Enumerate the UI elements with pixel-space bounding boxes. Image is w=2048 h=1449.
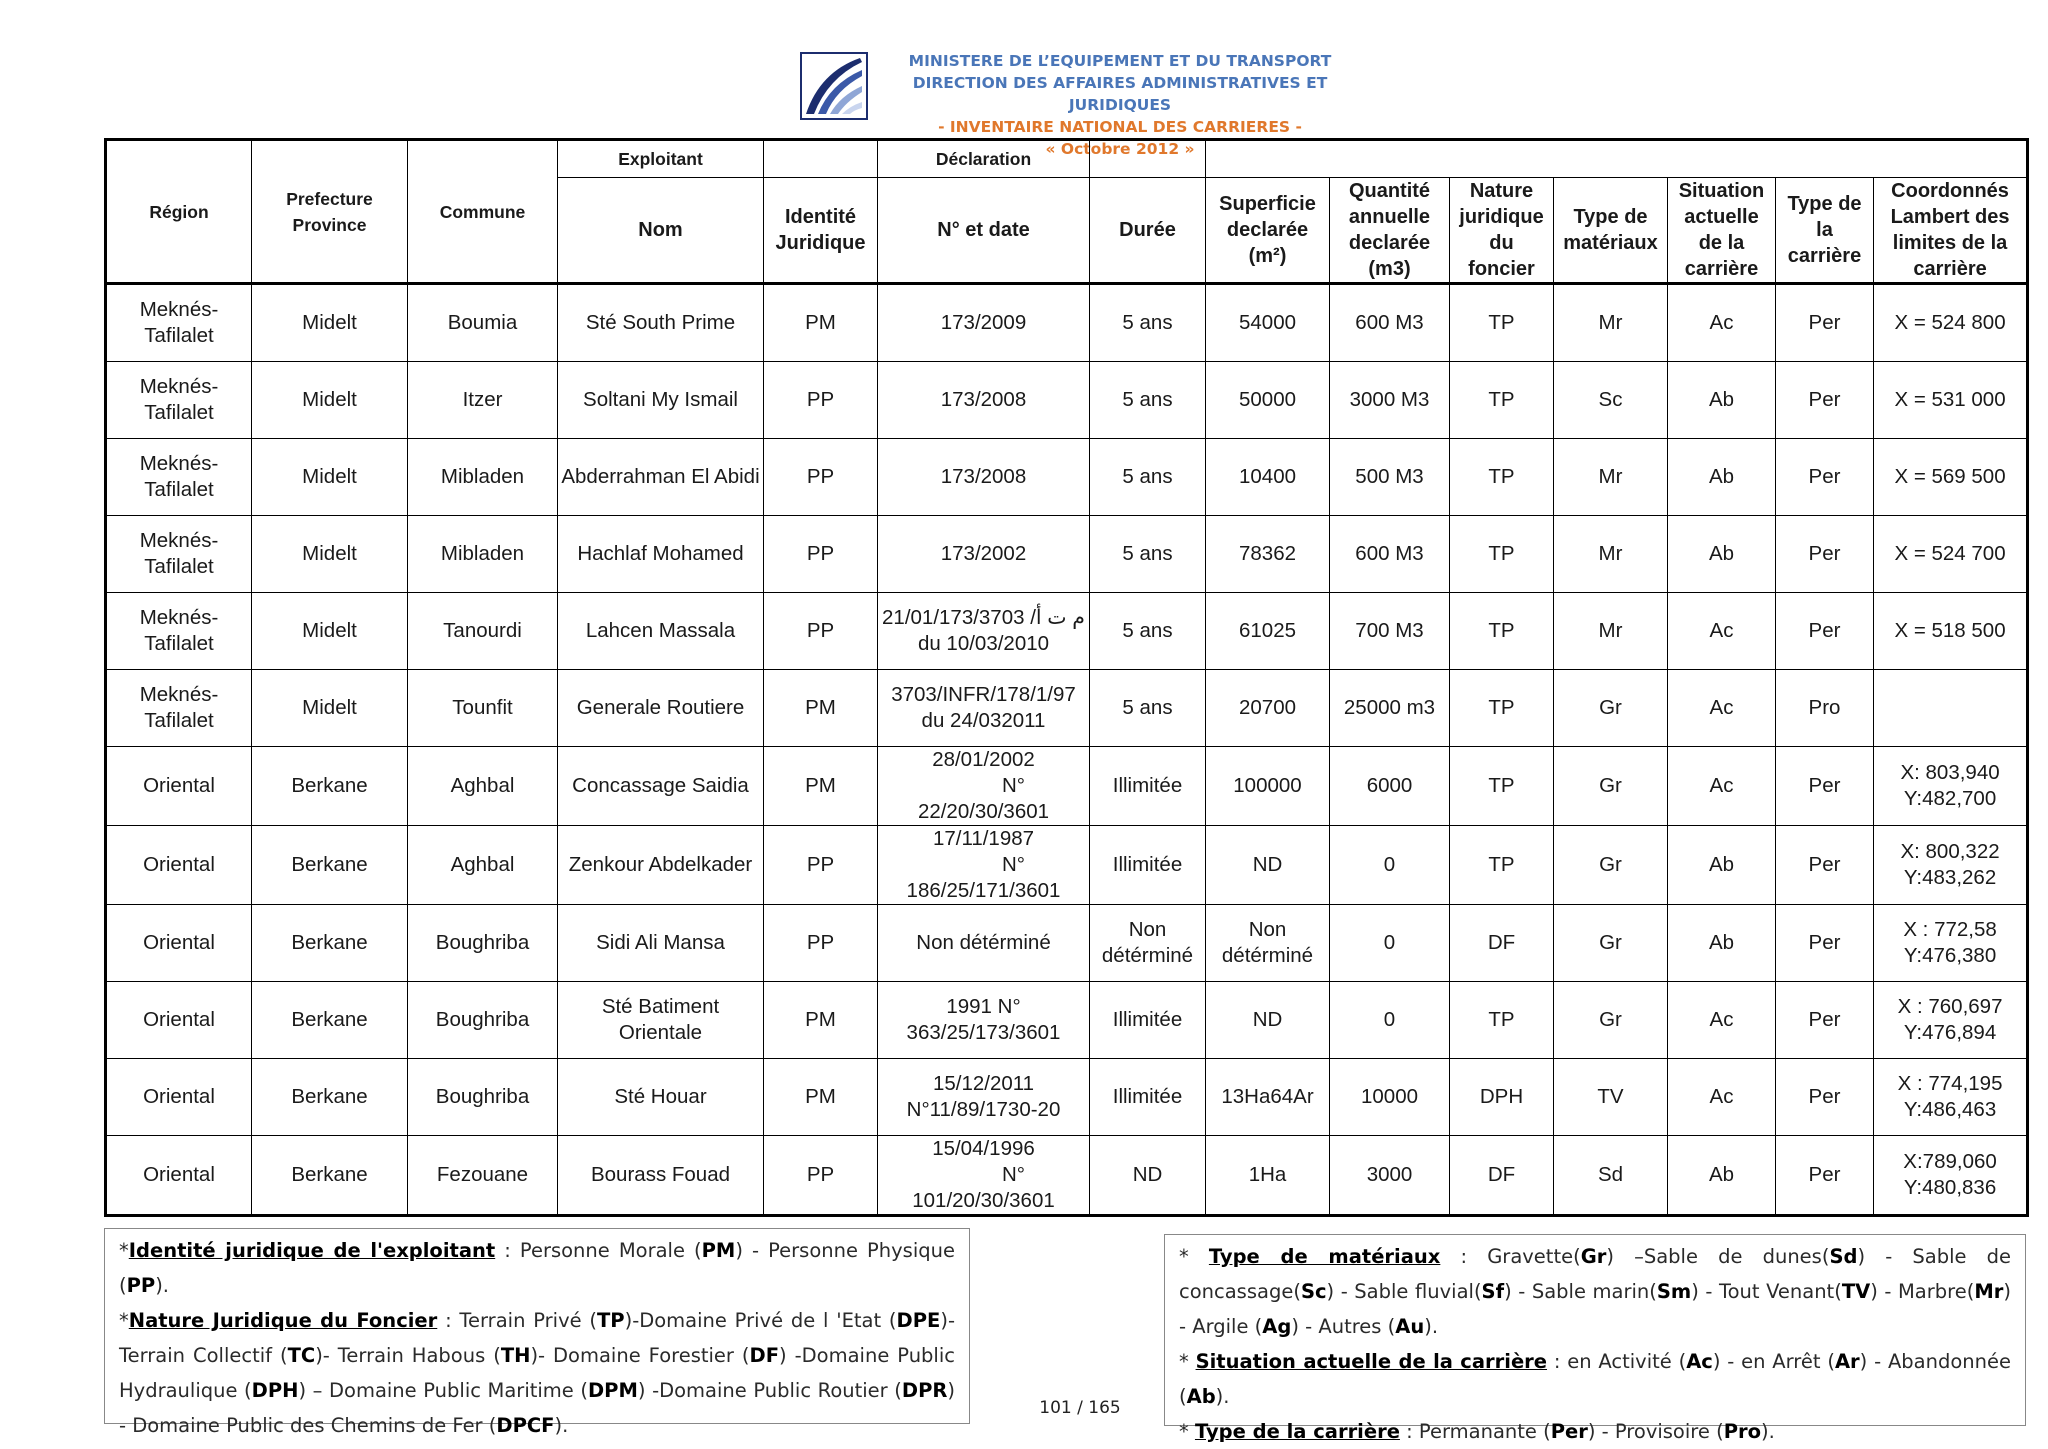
col-nom: Nom [558, 178, 764, 284]
cell-region: Meknés- Tafilalet [106, 362, 252, 439]
cell-coordonnees: X = 524 800 [1874, 284, 2028, 362]
col-nature: Nature juridique du foncier [1450, 178, 1554, 284]
cell-region: Meknés- Tafilalet [106, 439, 252, 516]
cell-type-materiaux: Gr [1554, 982, 1668, 1059]
cell-prefecture: Midelt [252, 439, 408, 516]
cell-quantite: 600 M3 [1330, 284, 1450, 362]
cell-quantite: 0 [1330, 982, 1450, 1059]
cell-type-materiaux: Sd [1554, 1136, 1668, 1216]
cell-declaration: 1991 N° 363/25/173/3601 [878, 982, 1090, 1059]
table-row [106, 1059, 2028, 1136]
legend-right [1164, 1234, 2026, 1443]
cell-nature: TP [1450, 826, 1554, 905]
cell-duree: Non détérminé [1090, 905, 1206, 982]
cell-coordonnees [1874, 670, 2028, 747]
cell-prefecture: Berkane [252, 905, 408, 982]
cell-type-materiaux: Mr [1554, 593, 1668, 670]
cell-identite: PP [764, 593, 878, 670]
cell-commune: Boughriba [408, 1059, 558, 1136]
cell-quantite: 700 M3 [1330, 593, 1450, 670]
cell-type-carriere: Per [1776, 593, 1874, 670]
cell-nom: Sté South Prime [558, 284, 764, 362]
cell-region: Oriental [106, 1059, 252, 1136]
cell-quantite: 6000 [1330, 747, 1450, 826]
col-superficie: Superficie declarée (m²) [1206, 178, 1330, 284]
col-commune: Commune [408, 140, 558, 284]
quarry-inventory-table [104, 138, 2029, 1217]
cell-superficie: ND [1206, 826, 1330, 905]
cell-region: Oriental [106, 826, 252, 905]
cell-quantite: 500 M3 [1330, 439, 1450, 516]
cell-region: Meknés- Tafilalet [106, 593, 252, 670]
cell-nom: Lahcen Massala [558, 593, 764, 670]
cell-declaration: 15/04/1996 N° 101/20/30/3601 [878, 1136, 1090, 1216]
cell-coordonnees: X : 760,697 Y:476,894 [1874, 982, 2028, 1059]
cell-quantite: 3000 [1330, 1136, 1450, 1216]
cell-situation: Ac [1668, 982, 1776, 1059]
col-identite: Identité Juridique [764, 178, 878, 284]
cell-nature: DF [1450, 905, 1554, 982]
cell-duree: 5 ans [1090, 593, 1206, 670]
cell-superficie: 54000 [1206, 284, 1330, 362]
cell-superficie: Non détérminé [1206, 905, 1330, 982]
cell-commune: Aghbal [408, 747, 558, 826]
group-empty-2 [1090, 140, 1206, 178]
cell-duree: Illimitée [1090, 1059, 1206, 1136]
cell-duree: 5 ans [1090, 439, 1206, 516]
cell-coordonnees: X:789,060 Y:480,836 [1874, 1136, 2028, 1216]
cell-type-carriere: Per [1776, 826, 1874, 905]
cell-declaration: 28/01/2002 N° 22/20/30/3601 [878, 747, 1090, 826]
cell-type-materiaux: Gr [1554, 670, 1668, 747]
col-type-materiaux: Type de matériaux [1554, 178, 1668, 284]
cell-region: Meknés- Tafilalet [106, 670, 252, 747]
col-type-carriere: Type de la carrière [1776, 178, 1874, 284]
cell-commune: Tounfit [408, 670, 558, 747]
cell-nature: DPH [1450, 1059, 1554, 1136]
cell-declaration: Non détérminé [878, 905, 1090, 982]
cell-superficie: 50000 [1206, 362, 1330, 439]
table-row [106, 516, 2028, 593]
table-body [106, 284, 2028, 1216]
cell-type-carriere: Per [1776, 1136, 1874, 1216]
cell-coordonnees: X = 569 500 [1874, 439, 2028, 516]
cell-region: Meknés- Tafilalet [106, 516, 252, 593]
cell-coordonnees: X = 524 700 [1874, 516, 2028, 593]
cell-prefecture: Berkane [252, 747, 408, 826]
inventory-date: « Octobre 2012 » [1045, 140, 1195, 158]
cell-situation: Ab [1668, 826, 1776, 905]
cell-identite: PP [764, 362, 878, 439]
cell-nom: Bourass Fouad [558, 1136, 764, 1216]
cell-coordonnees: X : 774,195 Y:486,463 [1874, 1059, 2028, 1136]
cell-type-materiaux: Gr [1554, 747, 1668, 826]
cell-commune: Itzer [408, 362, 558, 439]
cell-nom: Abderrahman El Abidi [558, 439, 764, 516]
cell-region: Oriental [106, 982, 252, 1059]
table-row [106, 982, 2028, 1059]
cell-declaration: 3703/INFR/178/1/97 du 24/032011 [878, 670, 1090, 747]
cell-commune: Mibladen [408, 516, 558, 593]
group-empty-3 [1206, 140, 2028, 178]
legend-identite: *Identité juridique de l'exploitant : Personne Morale (PM) - Personne Physique (PP). [119, 1239, 955, 1297]
cell-commune: Mibladen [408, 439, 558, 516]
group-declaration: Déclaration [878, 140, 1090, 178]
cell-type-carriere: Per [1776, 905, 1874, 982]
inventory-title: - INVENTAIRE NATIONAL DES CARRIERES - [938, 118, 1302, 136]
col-coordonnees: Coordonnés Lambert des limites de la carrière [1874, 178, 2028, 284]
cell-declaration: 173/2008 [878, 439, 1090, 516]
table-row [106, 1136, 2028, 1216]
cell-type-materiaux: Gr [1554, 826, 1668, 905]
cell-duree: 5 ans [1090, 362, 1206, 439]
cell-type-materiaux: Gr [1554, 905, 1668, 982]
cell-quantite: 10000 [1330, 1059, 1450, 1136]
cell-prefecture: Midelt [252, 670, 408, 747]
cell-nature: TP [1450, 362, 1554, 439]
cell-situation: Ab [1668, 439, 1776, 516]
legend-type-carriere: * Type de la carrière : Permanante (Per) - Provisoire (Pro). [1179, 1420, 1775, 1443]
cell-quantite: 600 M3 [1330, 516, 1450, 593]
cell-prefecture: Berkane [252, 826, 408, 905]
col-numero-date: N° et date [878, 178, 1090, 284]
table-row [106, 593, 2028, 670]
cell-type-materiaux: Mr [1554, 284, 1668, 362]
cell-superficie: ND [1206, 982, 1330, 1059]
page-number: 101 / 165 [1039, 1398, 1121, 1418]
cell-region: Oriental [106, 905, 252, 982]
cell-nom: Sidi Ali Mansa [558, 905, 764, 982]
cell-prefecture: Berkane [252, 982, 408, 1059]
cell-superficie: 78362 [1206, 516, 1330, 593]
cell-duree: 5 ans [1090, 284, 1206, 362]
cell-coordonnees: X = 518 500 [1874, 593, 2028, 670]
cell-type-carriere: Per [1776, 362, 1874, 439]
cell-type-materiaux: Sc [1554, 362, 1668, 439]
legend-situation: * Situation actuelle de la carrière : en Activité (Ac) - en Arrêt (Ar) - Abandonnée (Ab). [1179, 1350, 2011, 1408]
cell-identite: PP [764, 826, 878, 905]
table-row [106, 439, 2028, 516]
cell-commune: Tanourdi [408, 593, 558, 670]
table-row [106, 905, 2028, 982]
cell-nom: Sté Batiment Orientale [558, 982, 764, 1059]
cell-superficie: 61025 [1206, 593, 1330, 670]
cell-type-carriere: Per [1776, 1059, 1874, 1136]
cell-superficie: 13Ha64Ar [1206, 1059, 1330, 1136]
col-prefecture: Prefecture Province [252, 140, 408, 284]
cell-situation: Ab [1668, 905, 1776, 982]
cell-superficie: 1Ha [1206, 1136, 1330, 1216]
cell-identite: PP [764, 1136, 878, 1216]
cell-identite: PP [764, 439, 878, 516]
cell-type-materiaux: TV [1554, 1059, 1668, 1136]
cell-commune: Aghbal [408, 826, 558, 905]
col-situation: Situation actuelle de la carrière [1668, 178, 1776, 284]
cell-coordonnees: X = 531 000 [1874, 362, 2028, 439]
table-row [106, 747, 2028, 826]
cell-nom: Hachlaf Mohamed [558, 516, 764, 593]
cell-prefecture: Midelt [252, 284, 408, 362]
cell-coordonnees: X : 772,58 Y:476,380 [1874, 905, 2028, 982]
cell-quantite: 0 [1330, 905, 1450, 982]
ministry-logo-icon [800, 52, 868, 120]
cell-duree: Illimitée [1090, 747, 1206, 826]
cell-commune: Boumia [408, 284, 558, 362]
cell-type-carriere: Per [1776, 439, 1874, 516]
cell-prefecture: Berkane [252, 1059, 408, 1136]
cell-nature: TP [1450, 593, 1554, 670]
legend-left [104, 1228, 970, 1437]
cell-identite: PP [764, 905, 878, 982]
cell-commune: Boughriba [408, 905, 558, 982]
cell-situation: Ac [1668, 1059, 1776, 1136]
cell-nature: TP [1450, 982, 1554, 1059]
cell-region: Meknés- Tafilalet [106, 284, 252, 362]
cell-type-carriere: Per [1776, 747, 1874, 826]
cell-declaration: 15/12/2011 N°11/89/1730-20 [878, 1059, 1090, 1136]
cell-type-materiaux: Mr [1554, 439, 1668, 516]
cell-duree: Illimitée [1090, 826, 1206, 905]
cell-nature: TP [1450, 670, 1554, 747]
cell-nom: Zenkour Abdelkader [558, 826, 764, 905]
cell-coordonnees: X: 800,322 Y:483,262 [1874, 826, 2028, 905]
legend-type-materiaux: * Type de matériaux : Gravette(Gr) –Sable de dunes(Sd) - Sable de concassage(Sc) - Sable fluvial(Sf) - Sable marin(Sm) - Tout Venant(TV) - Marbre(Mr) - Argile (Ag) - Autres (Au). [1179, 1245, 2011, 1338]
cell-type-materiaux: Mr [1554, 516, 1668, 593]
table-row [106, 362, 2028, 439]
cell-nature: TP [1450, 284, 1554, 362]
group-exploitant: Exploitant [558, 140, 764, 178]
cell-situation: Ab [1668, 1136, 1776, 1216]
cell-commune: Boughriba [408, 982, 558, 1059]
cell-identite: PM [764, 747, 878, 826]
cell-type-carriere: Per [1776, 982, 1874, 1059]
cell-quantite: 25000 m3 [1330, 670, 1450, 747]
table-row [106, 826, 2028, 905]
cell-identite: PM [764, 284, 878, 362]
table-row [106, 670, 2028, 747]
col-region: Région [106, 140, 252, 284]
cell-declaration: 173/2009 [878, 284, 1090, 362]
group-header-row [106, 140, 2028, 178]
cell-prefecture: Midelt [252, 593, 408, 670]
cell-situation: Ac [1668, 670, 1776, 747]
cell-nom: Soltani My Ismail [558, 362, 764, 439]
cell-identite: PM [764, 982, 878, 1059]
cell-nom: Sté Houar [558, 1059, 764, 1136]
cell-situation: Ac [1668, 747, 1776, 826]
cell-type-carriere: Pro [1776, 670, 1874, 747]
cell-superficie: 100000 [1206, 747, 1330, 826]
cell-coordonnees: X: 803,940 Y:482,700 [1874, 747, 2028, 826]
cell-duree: Illimitée [1090, 982, 1206, 1059]
cell-situation: Ac [1668, 593, 1776, 670]
cell-declaration: 173/2008 [878, 362, 1090, 439]
legend-nature: *Nature Juridique du Foncier : Terrain Privé (TP)-Domaine Privé de l 'Etat (DPE)- Terrain Collectif (TC)- Terrain Habous (TH)- Domaine Forestier (DF) -Domaine Public Hydraulique (DPH) – Domaine Public Maritime (DPM) -Domaine Public Routier (DPR) - Domaine Public des Chemins de Fer (DPCF). [119, 1309, 955, 1437]
direction-title: DIRECTION DES AFFAIRES ADMINISTRATIVES ET JURIDIQUES [912, 74, 1328, 114]
cell-identite: PM [764, 670, 878, 747]
cell-duree: 5 ans [1090, 670, 1206, 747]
cell-duree: ND [1090, 1136, 1206, 1216]
group-empty-1 [764, 140, 878, 178]
cell-commune: Fezouane [408, 1136, 558, 1216]
cell-prefecture: Berkane [252, 1136, 408, 1216]
cell-identite: PP [764, 516, 878, 593]
cell-nature: TP [1450, 516, 1554, 593]
cell-nature: TP [1450, 439, 1554, 516]
cell-region: Oriental [106, 1136, 252, 1216]
cell-identite: PM [764, 1059, 878, 1136]
cell-prefecture: Midelt [252, 516, 408, 593]
cell-type-carriere: Per [1776, 516, 1874, 593]
cell-situation: Ab [1668, 516, 1776, 593]
col-duree: Durée [1090, 178, 1206, 284]
cell-quantite: 0 [1330, 826, 1450, 905]
cell-superficie: 10400 [1206, 439, 1330, 516]
cell-declaration: 173/2002 [878, 516, 1090, 593]
ministry-title: MINISTERE DE L’EQUIPEMENT ET DU TRANSPORT [908, 52, 1332, 70]
cell-situation: Ab [1668, 362, 1776, 439]
cell-declaration: 21/01/173/3703 /م ت أ du 10/03/2010 [878, 593, 1090, 670]
cell-duree: 5 ans [1090, 516, 1206, 593]
cell-nature: TP [1450, 747, 1554, 826]
cell-declaration: 17/11/1987 N° 186/25/171/3601 [878, 826, 1090, 905]
table-row [106, 284, 2028, 362]
cell-region: Oriental [106, 747, 252, 826]
cell-quantite: 3000 M3 [1330, 362, 1450, 439]
cell-situation: Ac [1668, 284, 1776, 362]
cell-prefecture: Midelt [252, 362, 408, 439]
document-header [800, 46, 1360, 158]
cell-superficie: 20700 [1206, 670, 1330, 747]
cell-type-carriere: Per [1776, 284, 1874, 362]
col-quantite: Quantité annuelle declarée (m3) [1330, 178, 1450, 284]
cell-nom: Generale Routiere [558, 670, 764, 747]
cell-nom: Concassage Saidia [558, 747, 764, 826]
cell-nature: DF [1450, 1136, 1554, 1216]
